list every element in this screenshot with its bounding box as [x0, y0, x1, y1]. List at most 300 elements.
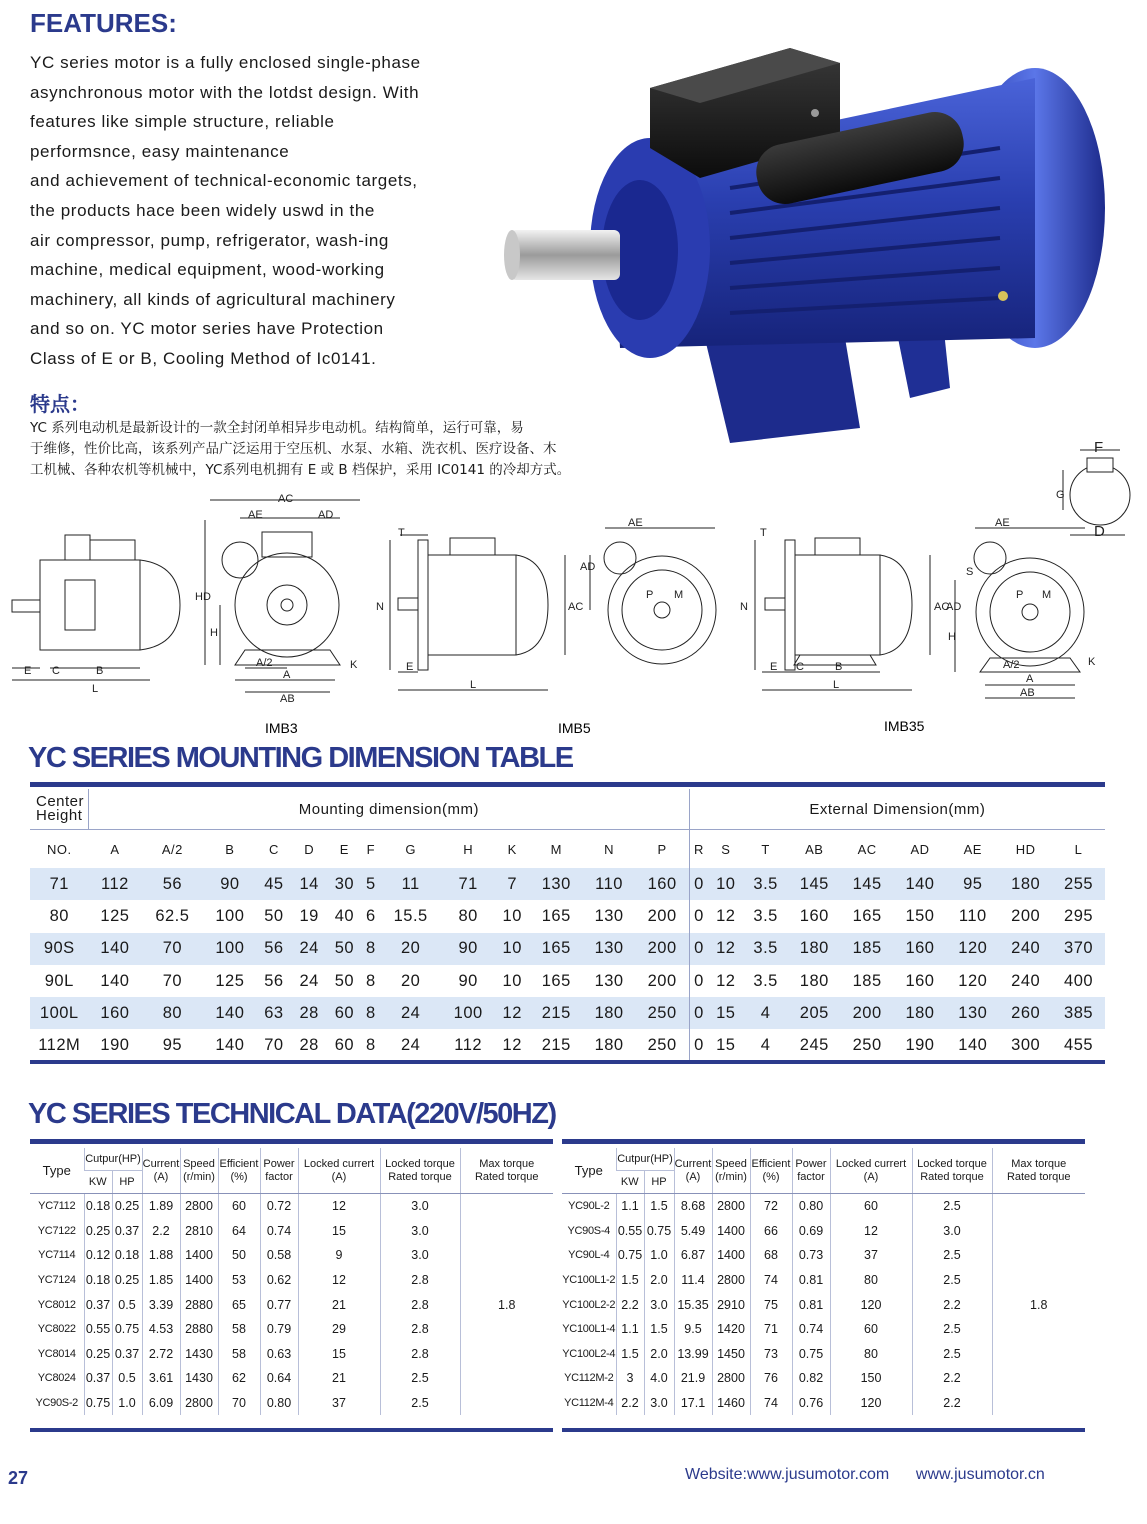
table-cell: 50 — [218, 1243, 260, 1268]
table-cell: 0 — [689, 933, 708, 965]
table-cell: 2.5 — [912, 1342, 992, 1367]
table-cell: 24 — [401, 1036, 421, 1055]
table-cell: 60 — [334, 1036, 355, 1055]
table-cell: 125 — [100, 906, 130, 925]
table-cell: 7 — [495, 868, 530, 900]
table-cell: 0.58 — [260, 1243, 298, 1268]
imb35-front-view — [955, 528, 1085, 698]
table-cell: 250 — [647, 1036, 677, 1055]
features-text — [30, 48, 500, 374]
dim-label-m: M — [1042, 589, 1052, 601]
table-cell: 185 — [852, 971, 882, 990]
table-cell: 56 — [141, 868, 203, 900]
features-cn-line: YC 系列电动机是最新设计的一款全封闭单相异步电动机。结构简单，运行可靠，易 — [30, 420, 524, 436]
features-line: machine, medical equipment, wood-working — [30, 260, 385, 280]
dim-label-a: A — [1026, 673, 1034, 685]
table-cell: 28 — [299, 1036, 319, 1055]
table-cell: 0.62 — [260, 1268, 298, 1293]
dim-label-hd: HD — [195, 591, 211, 603]
table-cell: 3.61 — [142, 1366, 180, 1391]
table-cell: 240 — [999, 933, 1052, 965]
column-header: AC — [857, 841, 877, 857]
table-cell: 75 — [750, 1292, 792, 1317]
table-cell: 400 — [1064, 971, 1094, 990]
table-cell: 0.77 — [260, 1292, 298, 1317]
table-cell: 125 — [215, 971, 245, 990]
column-header: R — [689, 830, 708, 869]
table-cell: 8.68 — [674, 1194, 712, 1219]
table-cell: 160 — [89, 997, 142, 1029]
table-cell: 0.25 — [84, 1219, 112, 1244]
table-cell: 2810 — [180, 1219, 218, 1244]
table-cell: 0.81 — [792, 1268, 830, 1293]
table-cell: 45 — [256, 868, 291, 900]
kw-header: KW — [84, 1171, 112, 1194]
table-cell: 11.4 — [674, 1268, 712, 1293]
table-cell: 71 — [750, 1317, 792, 1342]
table-cell: 2.2 — [142, 1219, 180, 1244]
table-cell: 1.89 — [142, 1194, 180, 1219]
features-line: features like simple structure, reliable — [30, 112, 335, 132]
table-cell: 180 — [583, 997, 636, 1029]
table-cell: 58 — [218, 1342, 260, 1367]
max-torque-value: 1.8 — [460, 1194, 553, 1416]
mounting-dimension-header: Mounting dimension(mm) — [89, 789, 690, 830]
dim-label-t: T — [398, 527, 405, 539]
table-cell: 60 — [218, 1194, 260, 1219]
table-cell: 74 — [750, 1391, 792, 1416]
table-cell: 2910 — [712, 1292, 750, 1317]
dim-label-m: M — [674, 589, 684, 601]
table-cell: 100L — [30, 997, 89, 1029]
dim-label-s: S — [966, 566, 974, 578]
table-row — [30, 997, 1105, 1029]
model-cell: YC7112 — [38, 1200, 76, 1213]
table-row — [30, 1194, 553, 1219]
table-cell: 8 — [365, 971, 376, 990]
dim-label-t: T — [760, 527, 767, 539]
table-cell: 0.76 — [792, 1391, 830, 1416]
table-cell: 2.5 — [912, 1317, 992, 1342]
table-cell: 160 — [799, 906, 829, 925]
dim-label-ad: AD — [318, 509, 334, 521]
table-cell: 165 — [541, 906, 571, 925]
table-cell: 3.0 — [380, 1219, 460, 1244]
table-cell: 300 — [1011, 1036, 1041, 1055]
table-cell: 73 — [750, 1342, 792, 1367]
model-cell: YC90L-4 — [568, 1249, 610, 1262]
table-cell: 90 — [442, 933, 495, 965]
table-cell: 2.0 — [644, 1342, 674, 1367]
table-cell: 71 — [30, 868, 89, 900]
table-cell: 120 — [830, 1391, 912, 1416]
table-cell: 3 — [616, 1366, 644, 1391]
technical-table-rule-left — [30, 1139, 553, 1144]
features-line: air compressor, pump, refrigerator, wash-ing — [30, 230, 389, 250]
table-cell: 56 — [264, 971, 284, 990]
table-cell: 21 — [298, 1366, 380, 1391]
table-cell: 160 — [894, 933, 947, 965]
table-cell: 15.5 — [393, 906, 428, 925]
table-cell: 4 — [743, 997, 787, 1029]
table-cell: 260 — [999, 997, 1052, 1029]
table-cell: 0.12 — [84, 1243, 112, 1268]
table-cell: 3.39 — [142, 1292, 180, 1317]
table-cell: 12 — [716, 971, 736, 990]
table-cell: 2800 — [180, 1391, 218, 1416]
table-cell: 110 — [958, 906, 987, 925]
table-cell: 12 — [298, 1268, 380, 1293]
table-cell: 0.80 — [260, 1391, 298, 1416]
model-cell: YC90S-4 — [562, 1219, 616, 1244]
model-cell: YC100L2-2 — [562, 1298, 616, 1311]
table-cell: 3.5 — [753, 906, 778, 925]
table-cell: 150 — [905, 906, 935, 925]
table-cell: 1400 — [180, 1243, 218, 1268]
max-torque-header: Max torque Rated torque — [992, 1148, 1085, 1194]
model-cell: YC7122 — [30, 1219, 84, 1244]
mounting-table-rule — [30, 782, 1105, 787]
table-cell: 14 — [292, 868, 327, 900]
table-cell: 12 — [708, 933, 743, 965]
features-cn-line: 于维修，性价比高，该系列产品广泛运用于空压机、水泵、水箱、洗衣机、医疗设备、木 — [30, 441, 557, 457]
table-cell: 1460 — [712, 1391, 750, 1416]
table-cell: 37 — [298, 1391, 380, 1416]
table-cell: 80 — [830, 1342, 912, 1367]
model-cell: YC7124 — [30, 1268, 84, 1293]
table-cell: 2.8 — [380, 1317, 460, 1342]
dim-label-b: B — [96, 665, 104, 677]
table-cell: 12 — [716, 906, 736, 925]
dim-label-e: E — [770, 661, 778, 673]
dim-label-ab: AB — [1020, 687, 1035, 699]
table-cell: 8 — [362, 997, 380, 1029]
dim-label-p: P — [646, 589, 654, 601]
table-cell: 0.81 — [792, 1292, 830, 1317]
table-cell: 8 — [362, 933, 380, 965]
table-cell: 15.35 — [674, 1292, 712, 1317]
technical-table-rule-right — [562, 1139, 1085, 1144]
table-cell: 0.80 — [792, 1194, 830, 1219]
table-cell: 200 — [841, 997, 894, 1029]
table-cell: 120 — [830, 1292, 912, 1317]
table-cell: 20 — [401, 971, 421, 990]
efficiency-header: Efficient (%) — [218, 1148, 260, 1194]
table-cell: 0 — [689, 868, 708, 900]
table-cell: 0.25 — [112, 1268, 142, 1293]
table-cell: 4.0 — [644, 1366, 674, 1391]
table-cell: 180 — [594, 1036, 624, 1055]
table-cell: 250 — [852, 1036, 882, 1055]
model-cell: YC8022 — [30, 1317, 84, 1342]
table-cell: 95 — [162, 1036, 183, 1055]
table-cell: 70 — [218, 1391, 260, 1416]
table-row — [30, 1029, 1105, 1061]
table-cell: 76 — [750, 1366, 792, 1391]
table-cell: 200 — [647, 971, 677, 990]
table-cell: 140 — [89, 933, 142, 965]
table-cell: 80 — [458, 906, 478, 925]
table-cell: 145 — [788, 868, 841, 900]
features-title: FEATURES: — [30, 8, 177, 38]
table-cell: 5 — [362, 868, 380, 900]
table-cell: 28 — [292, 997, 327, 1029]
table-cell: 0.73 — [792, 1243, 830, 1268]
table-cell: 58 — [218, 1317, 260, 1342]
table-cell: 3.0 — [380, 1243, 460, 1268]
model-cell: YC8014 — [37, 1347, 76, 1360]
column-header: F — [366, 841, 376, 857]
table-cell: 15 — [708, 997, 743, 1029]
dim-label-k: K — [350, 659, 358, 671]
technical-table-right — [562, 1148, 1085, 1415]
table-cell: 37 — [830, 1243, 912, 1268]
table-cell: 0.75 — [112, 1317, 142, 1342]
column-header: AD — [910, 841, 930, 857]
table-cell: 190 — [100, 1036, 130, 1055]
table-cell: 80 — [830, 1268, 912, 1293]
table-cell: 140 — [958, 1036, 988, 1055]
table-cell: 50 — [334, 971, 355, 990]
table-cell: 10 — [502, 971, 522, 990]
dim-label-h: H — [948, 631, 956, 643]
table-cell: 1.85 — [142, 1268, 180, 1293]
dim-label-l: L — [92, 683, 99, 695]
table-cell: 205 — [788, 997, 841, 1029]
table-cell: 74 — [750, 1268, 792, 1293]
table-cell: 53 — [218, 1268, 260, 1293]
table-cell: 19 — [299, 906, 319, 925]
table-cell: 72 — [750, 1194, 792, 1219]
table-cell: 2.2 — [616, 1391, 644, 1416]
column-header: D — [304, 841, 315, 857]
table-cell: 0.74 — [792, 1317, 830, 1342]
table-cell: 9.5 — [674, 1317, 712, 1342]
mounting-table-bottom-rule — [30, 1060, 1105, 1064]
features-line: Class of E or B, Cooling Method of Ic0141. — [30, 348, 377, 368]
table-cell: 2.8 — [380, 1292, 460, 1317]
locked-torque-header: Locked torque Rated torque — [912, 1148, 992, 1194]
table-cell: 10 — [495, 933, 530, 965]
table-cell: 200 — [636, 933, 690, 965]
features-line: asynchronous motor with the lotdst design. With — [30, 82, 420, 102]
dim-label-b: B — [835, 661, 843, 673]
table-row — [30, 900, 1105, 932]
footer-website[interactable]: Website:www.jusumotor.com www.jusumotor.cn — [685, 1466, 1045, 1483]
table-cell: 65 — [218, 1292, 260, 1317]
dim-label-ab: AB — [280, 693, 295, 705]
table-cell: 0 — [689, 900, 708, 932]
table-cell: 0.75 — [644, 1219, 674, 1244]
features-line: performsnce, easy maintenance — [30, 141, 290, 161]
table-cell: 455 — [1064, 1036, 1094, 1055]
table-cell: 0.72 — [260, 1194, 298, 1219]
table-cell: 2800 — [712, 1194, 750, 1219]
mounting-drawings — [0, 440, 1147, 740]
table-cell: 0 — [689, 965, 708, 997]
dim-label-d: D — [1094, 523, 1105, 540]
dim-label-k: K — [1088, 656, 1096, 668]
dim-label-ae: AE — [995, 517, 1010, 529]
max-torque-value: 1.8 — [992, 1194, 1085, 1416]
table-cell: 10 — [502, 906, 522, 925]
table-cell: 1.1 — [616, 1317, 644, 1342]
table-cell: 1430 — [180, 1366, 218, 1391]
table-cell: 245 — [799, 1036, 829, 1055]
table-cell: 3.5 — [743, 933, 787, 965]
table-cell: 1.0 — [644, 1243, 674, 1268]
table-cell: 1400 — [712, 1219, 750, 1244]
column-header: T — [761, 841, 770, 857]
current-header: Current (A) — [674, 1148, 712, 1194]
table-cell: 2.5 — [912, 1243, 992, 1268]
table-cell: 90S — [30, 933, 89, 965]
table-cell: 250 — [636, 997, 690, 1029]
column-header: H — [463, 841, 474, 857]
table-cell: 145 — [841, 868, 894, 900]
model-cell: YC7114 — [38, 1249, 76, 1262]
table-cell: 180 — [894, 997, 947, 1029]
table-cell: 50 — [327, 933, 362, 965]
table-cell: 0.5 — [112, 1366, 142, 1391]
column-header: HD — [1015, 841, 1036, 857]
table-cell: 2800 — [180, 1194, 218, 1219]
table-cell: 80 — [141, 997, 203, 1029]
table-cell: 2.8 — [380, 1268, 460, 1293]
table-cell: 190 — [905, 1036, 935, 1055]
current-header: Current (A) — [142, 1148, 180, 1194]
table-cell: 60 — [327, 997, 362, 1029]
max-torque-header: Max torque Rated torque — [460, 1148, 553, 1194]
table-cell: 24 — [299, 971, 319, 990]
table-cell: 1400 — [712, 1243, 750, 1268]
table-cell: 1.0 — [112, 1391, 142, 1416]
column-header: AB — [805, 841, 824, 857]
table-cell: 5.49 — [674, 1219, 712, 1244]
table-cell: 20 — [380, 933, 442, 965]
dim-label-g: G — [1056, 489, 1065, 501]
table-cell: 12 — [495, 997, 530, 1029]
dim-label-c: C — [796, 661, 804, 673]
table-cell: 255 — [1052, 868, 1105, 900]
table-cell: 0.25 — [84, 1342, 112, 1367]
table-cell: 112 — [89, 868, 142, 900]
features-line: and achievement of technical-economic targets, — [30, 171, 418, 191]
table-cell: 0.79 — [260, 1317, 298, 1342]
table-cell: 56 — [256, 933, 291, 965]
column-header: E — [339, 841, 349, 857]
model-cell: YC8012 — [37, 1298, 76, 1311]
technical-table-bottom-rule-left — [30, 1428, 553, 1432]
column-header: NO. — [46, 841, 72, 857]
features-line: the products hace been widely uswd in the — [30, 200, 375, 220]
table-cell: 80 — [49, 906, 69, 925]
table-cell: 130 — [594, 971, 624, 990]
table-cell: 0.18 — [84, 1268, 112, 1293]
table-cell: 200 — [647, 906, 677, 925]
table-cell: 2.5 — [380, 1366, 460, 1391]
features-line: machinery, all kinds of agricultural machinery — [30, 289, 396, 309]
table-cell: 140 — [894, 868, 947, 900]
column-header: C — [268, 841, 279, 857]
dim-label-n: N — [376, 601, 384, 613]
table-cell: 3.0 — [912, 1219, 992, 1244]
table-cell: 40 — [334, 906, 355, 925]
table-cell: 90L — [44, 971, 74, 990]
table-cell: 0 — [689, 1029, 708, 1061]
table-cell: 180 — [788, 933, 841, 965]
locked-current-header: Locked currert (A) — [830, 1148, 912, 1194]
table-cell: 150 — [830, 1366, 912, 1391]
motor-photo — [500, 18, 1120, 448]
table-cell: 110 — [583, 868, 636, 900]
column-header: M — [550, 841, 562, 857]
table-cell: 60 — [830, 1317, 912, 1342]
table-cell: 0.37 — [112, 1342, 142, 1367]
table-cell: 64 — [218, 1219, 260, 1244]
column-header: A — [110, 841, 120, 857]
mounting-table-title: YC SERIES MOUNTING DIMENSION TABLE — [28, 742, 573, 774]
column-header: K — [507, 841, 517, 857]
column-header: B — [225, 841, 235, 857]
table-cell: 165 — [852, 906, 882, 925]
imb35-side-view — [755, 538, 930, 690]
dim-label-a2: A/2 — [1003, 659, 1020, 671]
imb3-front-view — [205, 500, 360, 692]
table-cell: 165 — [541, 971, 571, 990]
table-cell: 2.2 — [616, 1292, 644, 1317]
table-cell: 0.74 — [260, 1219, 298, 1244]
table-cell: 180 — [799, 971, 829, 990]
table-cell: 2.5 — [912, 1194, 992, 1219]
table-cell: 0.75 — [616, 1243, 644, 1268]
table-cell: 3.5 — [753, 971, 778, 990]
table-cell: 185 — [841, 933, 894, 965]
model-cell: YC90L-2 — [568, 1200, 610, 1213]
table-cell: 50 — [264, 906, 284, 925]
table-cell: 0.5 — [112, 1292, 142, 1317]
table-cell: 215 — [541, 1036, 571, 1055]
dim-label-e: E — [406, 661, 414, 673]
dim-label-l: L — [470, 679, 477, 691]
table-cell: 12 — [298, 1194, 380, 1219]
table-row — [30, 868, 1105, 900]
model-cell: YC112M-2 — [562, 1366, 616, 1391]
table-cell: 0.64 — [260, 1366, 298, 1391]
table-cell: 10 — [708, 868, 743, 900]
table-row — [30, 965, 1105, 997]
column-header: P — [657, 841, 667, 857]
table-cell: 215 — [530, 997, 583, 1029]
features-cn-line: 工机械、各种农机等机械中，YC系列电机拥有 E 或 B 档保护，采用 IC0141 的冷却方式。 — [30, 462, 571, 478]
table-cell: 112M — [38, 1036, 81, 1055]
table-cell: 6 — [365, 906, 376, 925]
table-cell: 3.0 — [644, 1292, 674, 1317]
table-cell: 2800 — [712, 1268, 750, 1293]
imb5-side-view — [390, 535, 565, 690]
table-cell: 60 — [830, 1194, 912, 1219]
hp-header: HP — [644, 1171, 674, 1194]
table-cell: 21 — [298, 1292, 380, 1317]
table-cell: 95 — [946, 868, 999, 900]
table-cell: 3.5 — [743, 868, 787, 900]
column-header: S — [721, 841, 731, 857]
caption-imb5: IMB5 — [558, 720, 591, 736]
table-cell: 1.5 — [616, 1342, 644, 1367]
column-header: A/2 — [161, 841, 183, 857]
dim-label-e: E — [24, 665, 32, 677]
table-cell: 100 — [215, 906, 245, 925]
